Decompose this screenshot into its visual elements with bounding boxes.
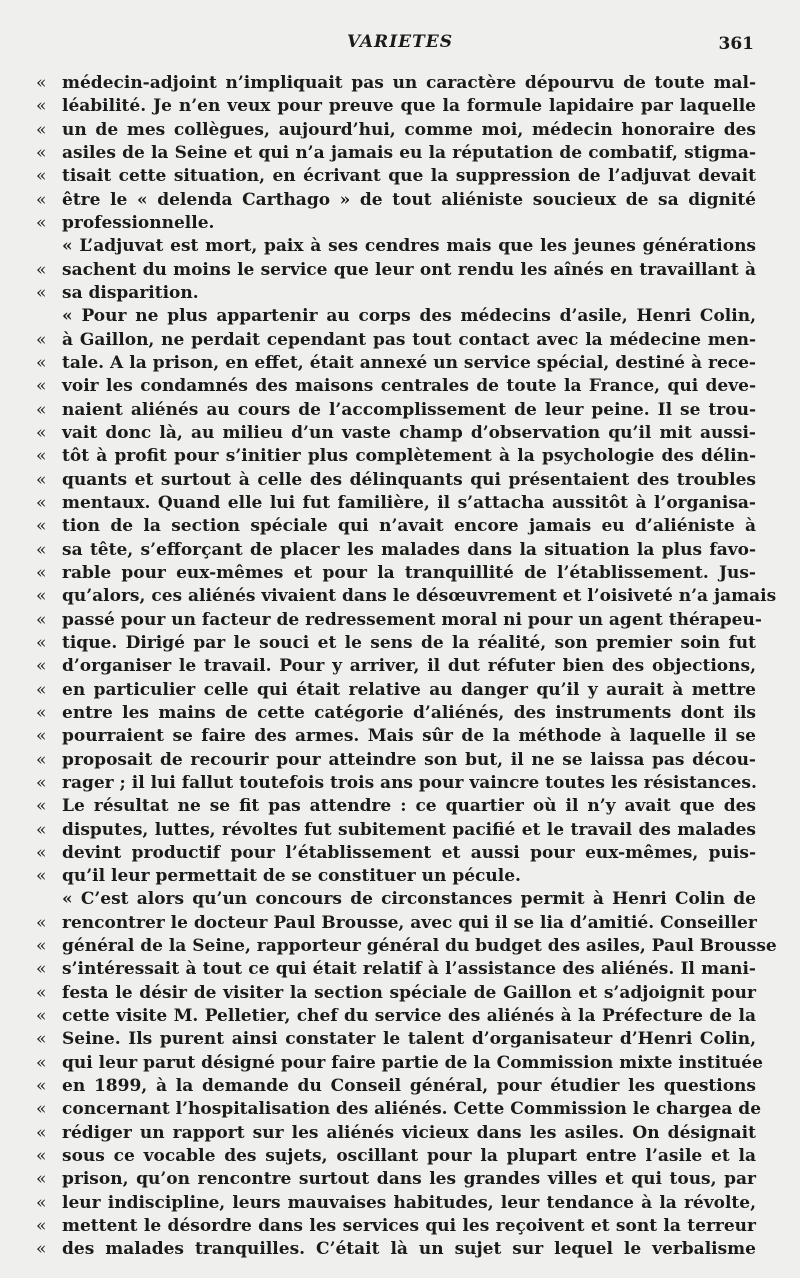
line-text: qu’il leur permettait de se constituer un pécule. (62, 866, 521, 887)
quote-mark: « (36, 73, 47, 93)
line-text: des malades tranquilles. C’était là un sujet sur lequel le verbalisme (62, 1239, 756, 1260)
quote-mark: « (36, 469, 47, 490)
text-line (36, 865, 756, 888)
text-line (36, 305, 756, 328)
text-line (36, 1028, 756, 1051)
text-line (36, 935, 777, 958)
text-line (36, 235, 756, 258)
quote-mark: « (36, 446, 47, 467)
text-line (36, 749, 756, 772)
quote-mark: « (36, 212, 47, 233)
text-line (36, 329, 756, 352)
text-line (36, 539, 756, 562)
quote-mark: « (36, 1052, 47, 1073)
quote-mark: « (36, 376, 47, 397)
text-line (36, 585, 777, 608)
page-number: 361 (718, 34, 754, 54)
quote-mark: « (36, 749, 47, 770)
line-text: médecin-adjoint n’impliquait pas un caractère dépourvu de toute mal- (62, 73, 756, 93)
text-line (36, 958, 756, 981)
text-line (36, 1238, 756, 1261)
line-text: asiles de la Seine et qui n’a jamais eu la réputation de combatif, stigma- (62, 142, 756, 163)
text-line (36, 469, 756, 492)
line-text: vait donc là, au milieu d’un vaste champ d’observation qu’il mit aussi- (62, 422, 756, 443)
quote-mark: « (36, 259, 47, 280)
line-text: proposait de recourir pour atteindre son but, il ne se laissa pas décou- (62, 749, 756, 770)
line-text: en 1899, à la demande du Conseil général, pour étudier les questions (62, 1076, 756, 1097)
line-text: rager ; il lui fallut toutefois trois ans pour vaincre toutes les résistances. (62, 772, 757, 793)
quote-mark: « (36, 399, 47, 420)
text-line (36, 445, 756, 468)
line-text: rencontrer le docteur Paul Brousse, avec qui il se lia d’amitié. Conseiller (62, 912, 757, 933)
line-text: sachent du moins le service que leur ont rendu les aînés en travaillant à (62, 259, 756, 280)
line-text: festa le désir de visiter la section spéciale de Gaillon et s’adjoignit pour (62, 982, 756, 1003)
quote-mark: « (36, 539, 47, 560)
line-text: sa tête, s’efforçant de placer les malades dans la situation la plus favo- (62, 539, 756, 560)
line-text: rable pour eux-mêmes et pour la tranquillité de l’établissement. Jus- (62, 562, 756, 583)
line-text: devint productif pour l’établissement et aussi pour eux-mêmes, puis- (62, 842, 756, 863)
text-line (36, 422, 756, 445)
text-line (36, 72, 756, 95)
quote-mark: « (36, 912, 47, 933)
text-line (36, 259, 756, 282)
line-text: sous ce vocable des sujets, oscillant pour la plupart entre l’asile et la (62, 1146, 756, 1167)
quote-mark: « (36, 819, 47, 840)
line-text: léabilité. Je n’en veux pour preuve que la formule lapidaire par laquelle (62, 96, 756, 117)
text-line (36, 142, 756, 165)
quote-mark: « (36, 609, 47, 630)
line-text: tale. A la prison, en effet, était annexé un service spécial, destiné à rece- (62, 352, 756, 373)
quote-mark: « (36, 96, 47, 117)
line-text: mentaux. Quand elle lui fut familière, il s’attacha aussitôt à l’organisa- (62, 492, 756, 513)
line-text: « Pour ne plus appartenir au corps des médecins d’asile, Henri Colin, (62, 306, 756, 327)
quote-mark: « (36, 282, 47, 303)
quote-mark: « (36, 726, 47, 747)
text-line (36, 912, 756, 935)
quote-mark: « (36, 866, 47, 887)
line-text: sa disparition. (62, 282, 199, 303)
line-text: leur indiscipline, leurs mauvaises habitudes, leur tendance à la révolte, (62, 1192, 756, 1213)
line-text: quants et surtout à celle des délinquants qui présentaient des troubles (62, 469, 756, 490)
line-text: rédiger un rapport sur les aliénés vicieux dans les asiles. On désignait (62, 1122, 756, 1143)
text-line (36, 352, 756, 375)
quote-mark: « (36, 422, 47, 443)
quote-mark: « (36, 516, 47, 537)
running-title: VARIETES (347, 32, 453, 52)
text-line (36, 679, 756, 702)
line-text: concernant l’hospitalisation des aliénés. Cette Commission le chargea de (62, 1099, 762, 1120)
text-line (36, 842, 756, 865)
quote-mark: « (36, 1099, 47, 1120)
line-text: mettent le désordre dans les services qui les reçoivent et sont la terreur (62, 1216, 756, 1237)
text-line (36, 399, 756, 422)
line-text: pourraient se faire des armes. Mais sûr de la méthode à laquelle il se (62, 726, 756, 747)
quote-mark: « (36, 1169, 47, 1190)
text-line (36, 189, 756, 212)
text-line (36, 1098, 762, 1121)
quote-mark: « (36, 842, 47, 863)
text-line (36, 725, 756, 748)
line-text: disputes, luttes, révoltes fut subitement pacifié et le travail des malades (62, 819, 756, 840)
text-line (36, 702, 756, 725)
text-line (36, 1052, 763, 1075)
page-header (0, 30, 800, 60)
text-line (36, 492, 756, 515)
text-line (36, 772, 756, 795)
quote-mark: « (36, 166, 47, 187)
text-line (36, 1075, 756, 1098)
quote-mark: « (36, 329, 47, 350)
quote-mark: « (36, 982, 47, 1003)
quote-mark: « (36, 586, 47, 607)
quote-mark: « (36, 936, 47, 957)
text-line (36, 632, 756, 655)
line-text: tique. Dirigé par le souci et le sens de la réalité, son premier soin fut (62, 632, 756, 653)
text-line (36, 515, 756, 538)
line-text: « C’est alors qu’un concours de circonstances permit à Henri Colin de (62, 889, 756, 910)
line-text: cette visite M. Pelletier, chef du service des aliénés à la Préfecture de la (62, 1006, 756, 1027)
quote-mark: « (36, 1192, 47, 1213)
line-text: Seine. Ils purent ainsi constater le talent d’organisateur d’Henri Colin, (62, 1029, 756, 1050)
text-line (36, 1168, 756, 1191)
line-text: tisait cette situation, en écrivant que la suppression de l’adjuvat devait (62, 166, 756, 187)
quote-mark: « (36, 119, 47, 140)
text-line (36, 212, 756, 235)
quote-mark: « (36, 632, 47, 653)
line-text: « L’adjuvat est mort, paix à ses cendres mais que les jeunes générations (62, 236, 756, 257)
line-text: entre les mains de cette catégorie d’aliénés, des instruments dont ils (62, 702, 756, 723)
quote-mark: « (36, 142, 47, 163)
quote-mark: « (36, 772, 47, 793)
quote-mark: « (36, 1076, 47, 1097)
quote-mark: « (36, 1006, 47, 1027)
quote-mark: « (36, 679, 47, 700)
line-text: à Gaillon, ne perdait cependant pas tout contact avec la médecine men- (62, 329, 756, 350)
line-text: prison, qu’on rencontre surtout dans les grandes villes et qui tous, par (62, 1169, 756, 1190)
quote-mark: « (36, 656, 47, 677)
text-line (36, 982, 756, 1005)
quote-mark: « (36, 702, 47, 723)
line-text: en particulier celle qui était relative au danger qu’il y aurait à mettre (62, 679, 756, 700)
quote-mark: « (36, 1122, 47, 1143)
line-text: d’organiser le travail. Pour y arriver, il dut réfuter bien des objections, (62, 656, 756, 677)
line-text: tôt à profit pour s’initier plus complètement à la psychologie des délin- (62, 446, 756, 467)
line-text: être le « delenda Carthago » de tout aliéniste soucieux de sa dignité (62, 189, 756, 210)
quote-mark: « (36, 796, 47, 817)
text-line (36, 795, 756, 818)
text-line (36, 1122, 756, 1145)
line-text: naient aliénés au cours de l’accomplissement de leur peine. Il se trou- (62, 399, 756, 420)
text-line (36, 819, 756, 842)
text-line (36, 888, 756, 911)
line-text: professionnelle. (62, 212, 215, 233)
quote-mark: « (36, 562, 47, 583)
text-line (36, 1005, 756, 1028)
text-line (36, 1145, 756, 1168)
line-text: passé pour un facteur de redressement moral ni pour un agent thérapeu- (62, 609, 762, 630)
line-text: tion de la section spéciale qui n’avait encore jamais eu d’aliéniste à (62, 516, 756, 537)
quote-mark: « (36, 1029, 47, 1050)
quote-mark: « (36, 352, 47, 373)
line-text: un de mes collègues, aujourd’hui, comme moi, médecin honoraire des (62, 119, 756, 140)
text-line (36, 95, 756, 118)
text-line (36, 282, 756, 305)
line-text: Le résultat ne se fit pas attendre : ce quartier où il n’y avait que des (62, 796, 756, 817)
quote-mark: « (36, 959, 47, 980)
text-line (36, 1215, 756, 1238)
text-line (36, 562, 756, 585)
text-line (36, 165, 756, 188)
line-text: s’intéressait à tout ce qui était relatif à l’assistance des aliénés. Il mani- (62, 959, 756, 980)
body-text (36, 72, 777, 1262)
line-text: voir les condamnés des maisons centrales de toute la France, qui deve- (62, 376, 756, 397)
text-line (36, 375, 756, 398)
quote-mark: « (36, 1216, 47, 1237)
line-text: qu’alors, ces aliénés vivaient dans le désœuvrement et l’oisiveté n’a jamais (62, 586, 777, 607)
line-text: général de la Seine, rapporteur général du budget des asiles, Paul Brousse (62, 936, 777, 957)
text-line (36, 655, 756, 678)
text-line (36, 119, 756, 142)
line-text: qui leur parut désigné pour faire partie de la Commission mixte instituée (62, 1052, 763, 1073)
quote-mark: « (36, 189, 47, 210)
text-line (36, 609, 762, 632)
quote-mark: « (36, 1239, 47, 1260)
quote-mark: « (36, 1146, 47, 1167)
quote-mark: « (36, 492, 47, 513)
text-line (36, 1192, 756, 1215)
